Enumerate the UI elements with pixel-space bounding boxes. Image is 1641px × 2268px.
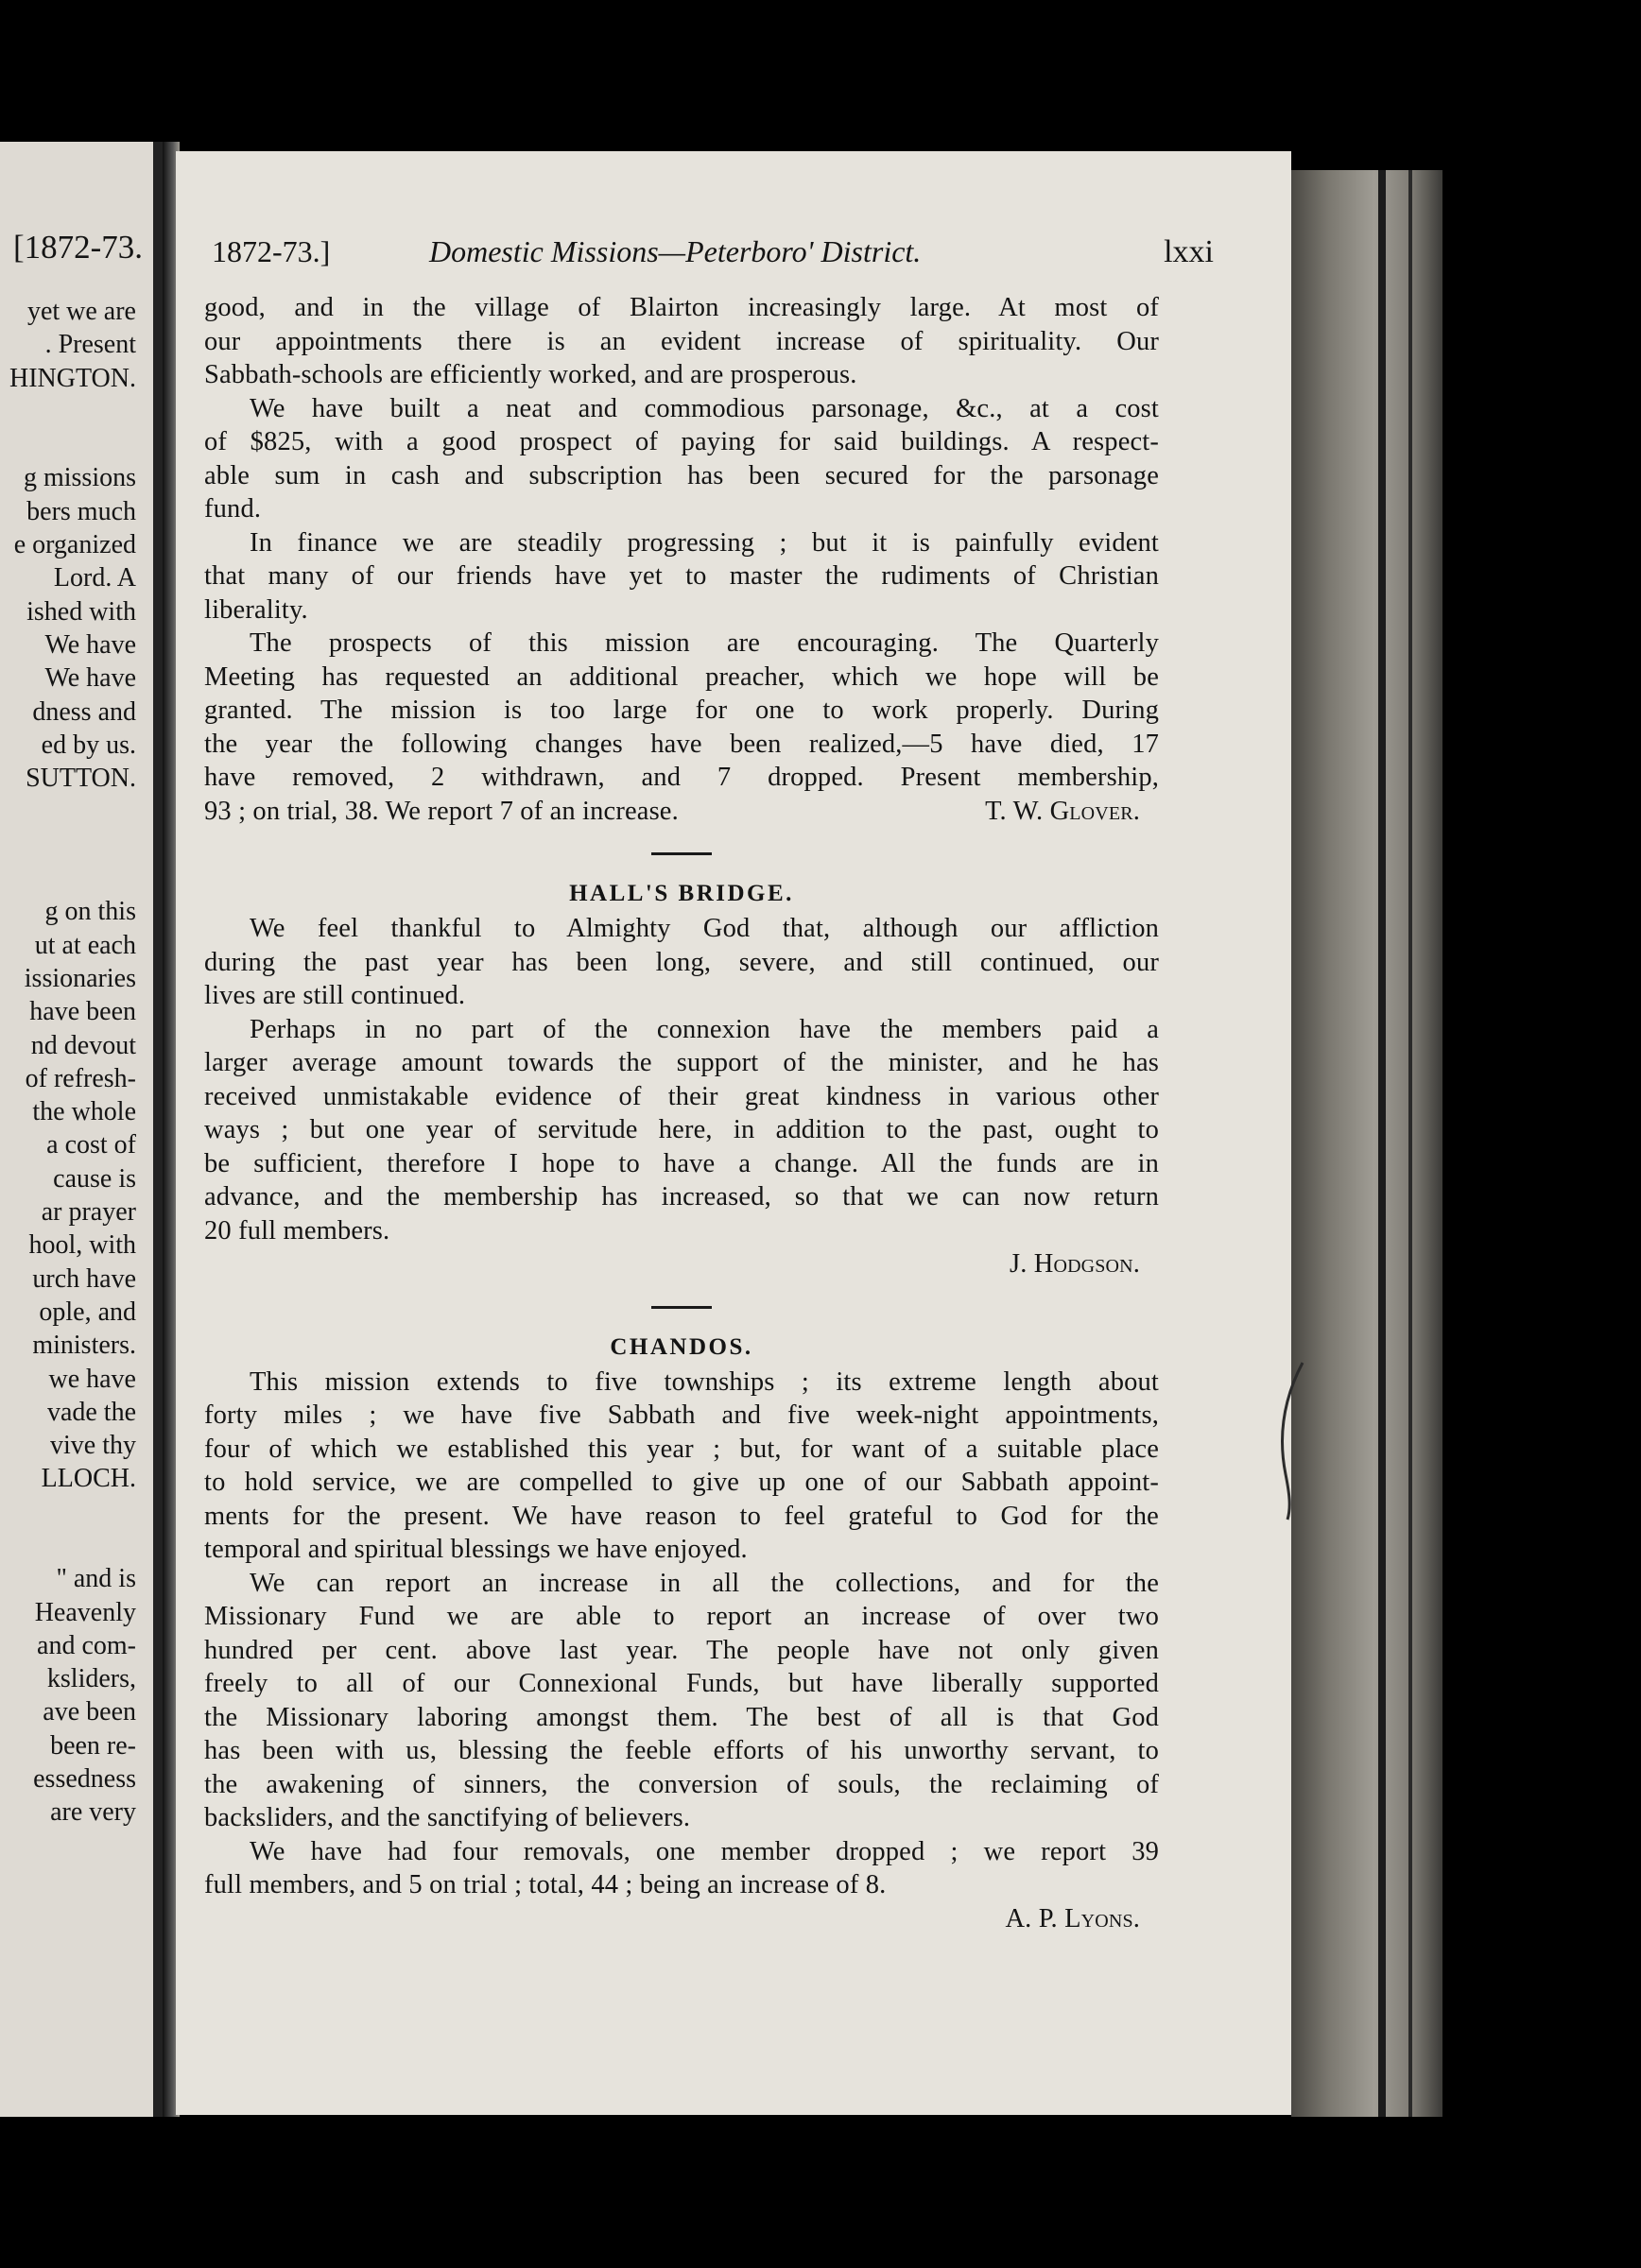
previous-page-line: bers much — [26, 496, 136, 526]
previous-page-line: and com- — [37, 1630, 136, 1660]
section-halls-bridge — [204, 912, 1159, 1281]
page-number: lxxi — [1164, 234, 1214, 269]
previous-page-line: of refresh- — [25, 1063, 136, 1093]
previous-page-line — [9, 1529, 136, 1562]
text-line: advance, and the membership has increased, so that we can now return — [204, 1182, 1159, 1211]
text-line: larger average amount towards the support of the minister, and he has — [204, 1048, 1159, 1077]
previous-page-line: hool, with — [28, 1230, 136, 1261]
text-line: that many of our friends have yet to master the rudiments of Christian — [204, 561, 1159, 591]
previous-page-line: ople, and — [39, 1297, 136, 1327]
text-line: have removed, 2 withdrawn, and 7 dropped. Present membership, — [204, 763, 1159, 792]
previous-page-fragment — [0, 142, 163, 2117]
text-line: to hold service, we are compelled to give up one of our Sabbath appoint- — [204, 1468, 1159, 1497]
text-line — [204, 1247, 1159, 1281]
previous-page-line: g missions — [23, 463, 136, 493]
running-header — [212, 234, 1214, 276]
text-line: Sabbath-schools are efficiently worked, and are prosperous. — [204, 360, 857, 389]
previous-page-line: . Present — [44, 330, 136, 360]
text-line: four of which we established this year ; but, for want of a suitable place — [204, 1434, 1159, 1464]
previous-page-line: are very — [50, 1797, 136, 1828]
signature: T. W. Glover. — [985, 796, 1140, 826]
previous-page-line: ut at each — [34, 930, 136, 960]
previous-page-line: HINGTON. — [9, 363, 136, 393]
previous-page-line: a cost of — [46, 1130, 136, 1160]
previous-page-text — [9, 295, 136, 1830]
text-line: hundred per cent. above last year. The people have not only given — [204, 1635, 1159, 1665]
previous-page-line: ksliders, — [46, 1664, 136, 1694]
previous-page-line: " and is — [56, 1564, 136, 1594]
section-chandos — [204, 1366, 1159, 1936]
text-line: the year the following changes have been realized,—5 have died, 17 — [204, 729, 1159, 759]
text-line: We have built a neat and commodious parsonage, &c., at a cost — [250, 393, 1159, 423]
text-line-content: 93 ; on trial, 38. We report 7 of an increase. — [204, 796, 679, 826]
page-edge-line — [1408, 170, 1412, 2117]
text-line: We have had four removals, one member dropped ; we report 39 — [250, 1836, 1159, 1866]
previous-page-line — [9, 395, 136, 428]
previous-page-line — [9, 1496, 136, 1529]
previous-page-line: We have — [44, 663, 136, 694]
text-line — [204, 1902, 1159, 1936]
section-title-halls-bridge: HALL'S BRIDGE. — [569, 881, 794, 906]
text-line: Meeting has requested an additional preacher, which we hope will be — [204, 662, 1159, 692]
page-edge-shadow — [1378, 170, 1386, 2117]
previous-page-line: vive thy — [50, 1431, 136, 1461]
previous-page-line: cause is — [53, 1163, 136, 1194]
text-line: has been with us, blessing the feeble efforts of his unworthy servant, to — [204, 1736, 1159, 1765]
section-continuation — [204, 291, 1159, 828]
text-line: the awakening of sinners, the conversion of souls, the reclaiming of — [204, 1769, 1159, 1799]
previous-page-line: yet we are — [26, 297, 136, 326]
text-line: freely to all of our Connexional Funds, but have liberally supported — [204, 1669, 1159, 1698]
text-line: 20 full members. — [204, 1215, 390, 1246]
text-line: good, and in the village of Blairton increasingly large. At most of — [204, 293, 1159, 322]
previous-page-line: ar prayer — [41, 1197, 136, 1228]
text-line: temporal and spiritual blessings we have enjoyed. — [204, 1535, 748, 1564]
pencil-mark — [1272, 1361, 1310, 1521]
text-line: We can report an increase in all the collections, and for the — [250, 1568, 1159, 1598]
text-line: Missionary Fund we are able to report an increase of over two — [204, 1602, 1159, 1631]
previous-page-line: been re- — [50, 1730, 136, 1761]
previous-page-line — [9, 829, 136, 862]
text-line: granted. The mission is too large for one to work properly. During — [204, 696, 1159, 725]
text-line: during the past year has been long, severe, and still continued, our — [204, 947, 1159, 977]
text-line: ways ; but one year of servitude here, in addition to the past, ought to — [204, 1115, 1159, 1144]
section-title-chandos: CHANDOS. — [610, 1333, 753, 1360]
previous-page-line — [9, 862, 136, 895]
text-line: lives are still continued. — [204, 981, 466, 1010]
previous-page-line: urch have — [32, 1263, 136, 1294]
header-year: 1872-73.] — [212, 234, 331, 268]
previous-page-line — [9, 795, 136, 828]
previous-page-line: nd devout — [30, 1030, 136, 1060]
text-line: our appointments there is an evident increase of spirituality. Our — [204, 326, 1159, 356]
previous-page-line: dness and — [32, 696, 136, 727]
text-line: received unmistakable evidence of their great kindness in various other — [204, 1081, 1159, 1111]
text-line: This mission extends to five townships ; its extreme length about — [250, 1366, 1159, 1397]
text-line: We feel thankful to Almighty God that, although our affliction — [250, 914, 1159, 943]
previous-page-line: have been — [29, 997, 136, 1027]
text-line: ments for the present. We have reason to feel grateful to God for the — [204, 1501, 1159, 1531]
text-line: liberality. — [204, 594, 308, 625]
text-line: forty miles ; we have five Sabbath and five week-night appointments, — [204, 1400, 1159, 1430]
header-title: Domestic Missions—Peterboro' District. — [429, 234, 922, 268]
section-divider — [651, 852, 712, 855]
text-line: be sufficient, therefore I hope to have a change. All the funds are in — [204, 1148, 1159, 1178]
previous-page-line: ave been — [43, 1697, 136, 1727]
signature: J. Hodgson. — [1009, 1249, 1140, 1279]
previous-page-line: SUTTON. — [26, 764, 136, 794]
book-page — [176, 151, 1291, 2115]
previous-page-line: Heavenly — [34, 1597, 136, 1627]
previous-page-line: essedness — [33, 1764, 136, 1795]
previous-page-line: the whole — [32, 1097, 136, 1127]
previous-page-line: ministers. — [32, 1331, 136, 1361]
text-line: of $825, with a good prospect of paying for said buildings. A respect- — [204, 427, 1159, 456]
previous-page-line: Lord. A — [53, 563, 136, 593]
text-line: backsliders, and the sanctifying of believers. — [204, 1803, 691, 1832]
text-line: In finance we are steadily progressing ; but it is painfully evident — [250, 527, 1159, 558]
signature: A. P. Lyons. — [1005, 1903, 1140, 1933]
text-line: fund. — [204, 494, 262, 524]
section-divider — [651, 1306, 712, 1309]
previous-page-line: we have — [48, 1364, 136, 1394]
previous-page-line — [9, 428, 136, 461]
previous-page-line: ished with — [26, 596, 136, 627]
previous-page-line: We have — [44, 629, 136, 660]
previous-page-line: issionaries — [24, 963, 136, 993]
previous-page-line: g on this — [44, 897, 136, 927]
previous-page-line: LLOCH. — [41, 1464, 136, 1494]
text-line: able sum in cash and subscription has been secured for the parsonage — [204, 460, 1159, 490]
text-line: full members, and 5 on trial ; total, 44 ; being an increase of 8. — [204, 1870, 887, 1899]
previous-page-header: [1872-73. — [13, 229, 144, 266]
previous-page-line: e organized — [13, 530, 136, 560]
page-block-edge — [1291, 170, 1442, 2117]
text-line: the Missionary laboring amongst them. The best of all is that God — [204, 1702, 1159, 1732]
text-line — [204, 795, 1159, 829]
page-body — [204, 291, 1159, 1935]
previous-page-line: vade the — [46, 1397, 136, 1427]
text-line: Perhaps in no part of the connexion have the members paid a — [250, 1014, 1159, 1044]
previous-page-line: ed by us. — [41, 730, 136, 760]
text-line: The prospects of this mission are encouraging. The Quarterly — [250, 628, 1159, 658]
